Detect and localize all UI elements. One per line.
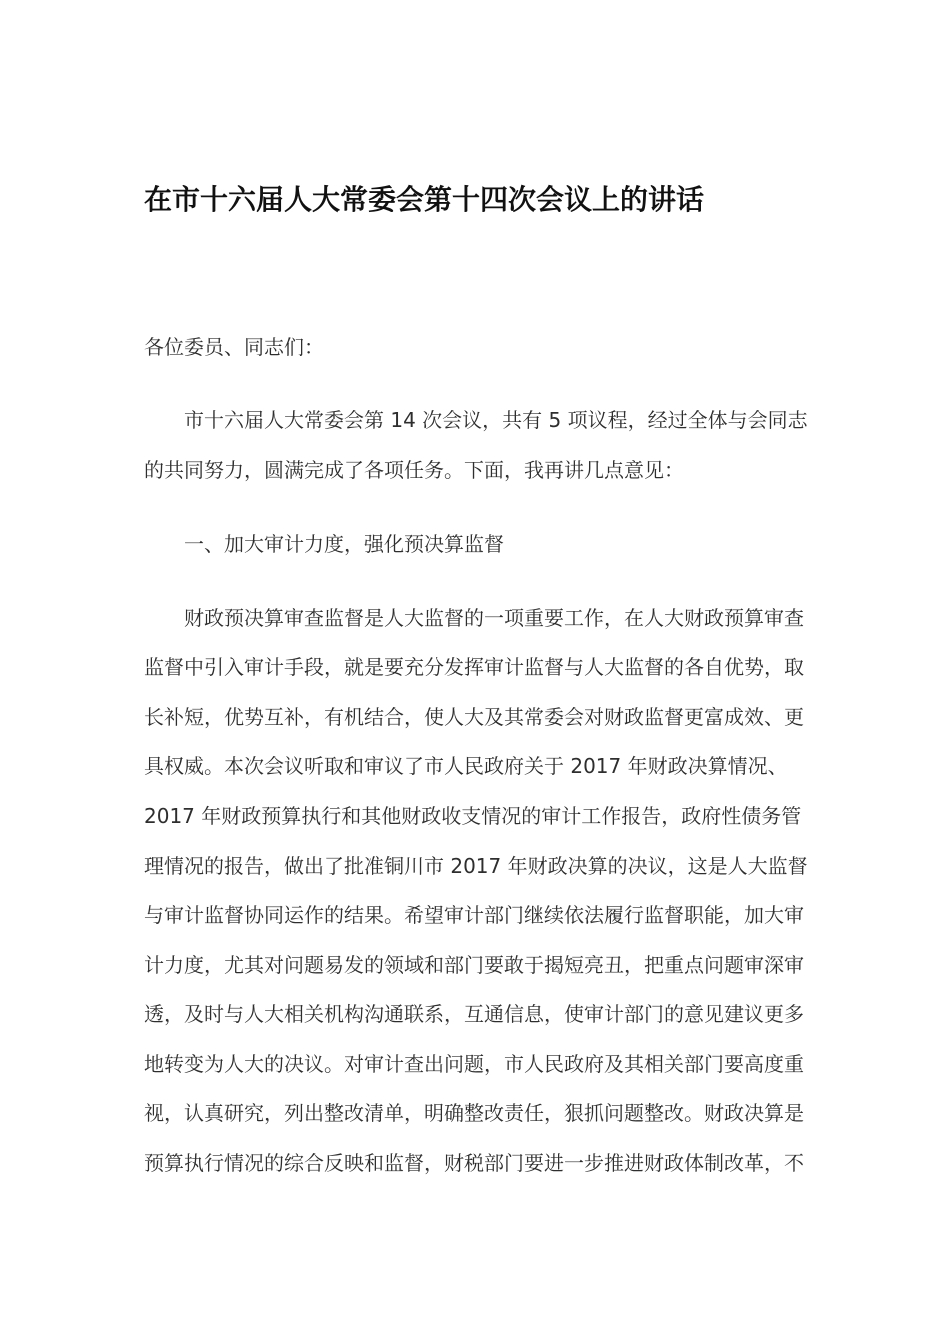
paragraph-2-line-2: 监督中引入审计手段，就是要充分发挥审计监督与人大监督的各自优势，取 — [144, 655, 804, 679]
paragraph-1-line-1: 市十六届人大常委会第 14 次会议，共有 5 项议程，经过全体与会同志 — [144, 408, 808, 432]
paragraph-2-line-11: 视，认真研究，列出整改清单，明确整改责任，狠抓问题整改。财政决算是 — [144, 1101, 804, 1125]
paragraph-2-line-8: 计力度，尤其对问题易发的领域和部门要敢于揭短亮丑，把重点问题审深审 — [144, 953, 804, 977]
paragraph-2-line-4: 具权威。本次会议听取和审议了市人民政府关于 2017 年财政决算情况、 — [144, 754, 788, 778]
paragraph-2-line-10: 地转变为人大的决议。对审计查出问题，市人民政府及其相关部门要高度重 — [144, 1052, 804, 1076]
paragraph-2-line-5: 2017 年财政预算执行和其他财政收支情况的审计工作报告，政府性债务管 — [144, 804, 802, 828]
section-heading-1: 一、加大审计力度，强化预决算监督 — [144, 532, 504, 556]
paragraph-2-line-3: 长补短，优势互补，有机结合，使人大及其常委会对财政监督更富成效、更 — [144, 705, 804, 729]
paragraph-2-line-12: 预算执行情况的综合反映和监督，财税部门要进一步推进财政体制改革，不 — [144, 1151, 804, 1175]
paragraph-2-line-9: 透，及时与人大相关机构沟通联系，互通信息，使审计部门的意见建议更多 — [144, 1002, 804, 1026]
salutation: 各位委员、同志们： — [144, 335, 324, 359]
paragraph-2-line-7: 与审计监督协同运作的结果。希望审计部门继续依法履行监督职能，加大审 — [144, 903, 804, 927]
paragraph-2-line-1: 财政预决算审查监督是人大监督的一项重要工作，在人大财政预算审查 — [144, 606, 804, 630]
paragraph-1-line-2: 的共同努力，圆满完成了各项任务。下面，我再讲几点意见： — [144, 458, 684, 482]
paragraph-2-line-6: 理情况的报告，做出了批准铜川市 2017 年财政决算的决议，这是人大监督 — [144, 854, 808, 878]
page-title: 在市十六届人大常委会第十四次会议上的讲话 — [144, 183, 705, 216]
